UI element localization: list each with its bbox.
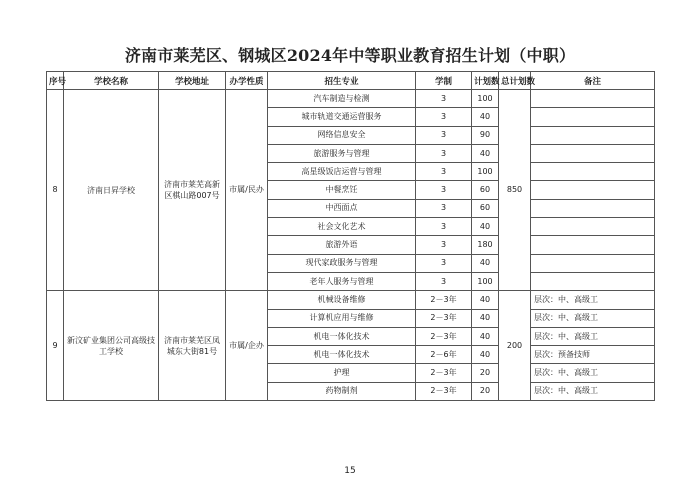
major-note: 层次：中、高级工 [531,382,655,400]
school-nature: 市属/企办 [226,291,268,401]
major-note [531,144,655,162]
major-plan: 20 [472,364,499,382]
header-index: 序号 [47,72,64,90]
major-name: 护理 [268,364,416,382]
major-years: 3 [416,126,472,144]
school-address: 济南市莱芜区凤城东大街81号 [159,291,226,401]
header-note: 备注 [531,72,655,90]
major-name: 社会文化艺术 [268,218,416,236]
school-name: 济南日昇学校 [64,90,159,291]
major-note [531,90,655,108]
major-years: 3 [416,236,472,254]
table-row [47,291,655,309]
major-years: 3 [416,199,472,217]
major-years: 3 [416,90,472,108]
major-plan: 100 [472,163,499,181]
major-years: 3 [416,254,472,272]
major-years: 3 [416,218,472,236]
major-plan: 40 [472,254,499,272]
major-name: 老年人服务与管理 [268,272,416,290]
header-school-name: 学校名称 [64,72,159,90]
major-plan: 40 [472,144,499,162]
major-plan: 40 [472,346,499,364]
major-plan: 40 [472,291,499,309]
major-plan: 60 [472,199,499,217]
header-plan: 计划数 [472,72,499,90]
major-plan: 40 [472,108,499,126]
major-years: 3 [416,144,472,162]
major-years: 3 [416,108,472,126]
major-note [531,108,655,126]
major-name: 药物制剂 [268,382,416,400]
table-header-row [47,72,655,90]
major-note [531,272,655,290]
major-years: 2－3年 [416,327,472,345]
major-note: 层次：预备技师 [531,346,655,364]
major-plan: 60 [472,181,499,199]
major-plan: 40 [472,309,499,327]
major-plan: 180 [472,236,499,254]
major-name: 旅游外语 [268,236,416,254]
table-row [47,90,655,108]
school-address: 济南市莱芜高新区棋山路007号 [159,90,226,291]
school-name: 新汶矿业集团公司高级技工学校 [64,291,159,401]
major-note [531,199,655,217]
major-note [531,181,655,199]
major-name: 城市轨道交通运营服务 [268,108,416,126]
major-years: 2－3年 [416,309,472,327]
school-total-plan: 850 [499,90,531,291]
header-major: 招生专业 [268,72,416,90]
major-years: 2－3年 [416,364,472,382]
major-name: 汽车制造与检测 [268,90,416,108]
major-note: 层次：中、高级工 [531,291,655,309]
school-nature: 市属/民办 [226,90,268,291]
major-note [531,218,655,236]
major-years: 2－3年 [416,382,472,400]
major-years: 3 [416,163,472,181]
major-years: 3 [416,272,472,290]
enrollment-plan-table [46,71,655,401]
header-years: 学制 [416,72,472,90]
header-school-address: 学校地址 [159,72,226,90]
major-name: 机电一体化技术 [268,346,416,364]
major-name: 高星级饭店运营与管理 [268,163,416,181]
major-note [531,163,655,181]
major-plan: 20 [472,382,499,400]
major-name: 计算机应用与维修 [268,309,416,327]
major-note: 层次：中、高级工 [531,327,655,345]
school-index: 9 [47,291,64,401]
major-years: 2－3年 [416,291,472,309]
major-plan: 40 [472,327,499,345]
major-note: 层次：中、高级工 [531,309,655,327]
page-number: 15 [344,466,356,476]
major-name: 现代家政服务与管理 [268,254,416,272]
document-title: 济南市莱芜区、钢城区2024年中等职业教育招生计划（中职） [124,46,576,65]
major-name: 机械设备维修 [268,291,416,309]
major-plan: 90 [472,126,499,144]
header-school-nature: 办学性质 [226,72,268,90]
major-note [531,254,655,272]
major-name: 旅游服务与管理 [268,144,416,162]
major-years: 2－6年 [416,346,472,364]
major-plan: 40 [472,218,499,236]
major-name: 中西面点 [268,199,416,217]
major-plan: 100 [472,90,499,108]
header-total-plan: 总计划数 [499,72,531,90]
major-plan: 100 [472,272,499,290]
school-total-plan: 200 [499,291,531,401]
major-name: 网络信息安全 [268,126,416,144]
major-name: 机电一体化技术 [268,327,416,345]
major-years: 3 [416,181,472,199]
major-note [531,126,655,144]
major-note: 层次：中、高级工 [531,364,655,382]
major-name: 中餐烹饪 [268,181,416,199]
major-note [531,236,655,254]
school-index: 8 [47,90,64,291]
